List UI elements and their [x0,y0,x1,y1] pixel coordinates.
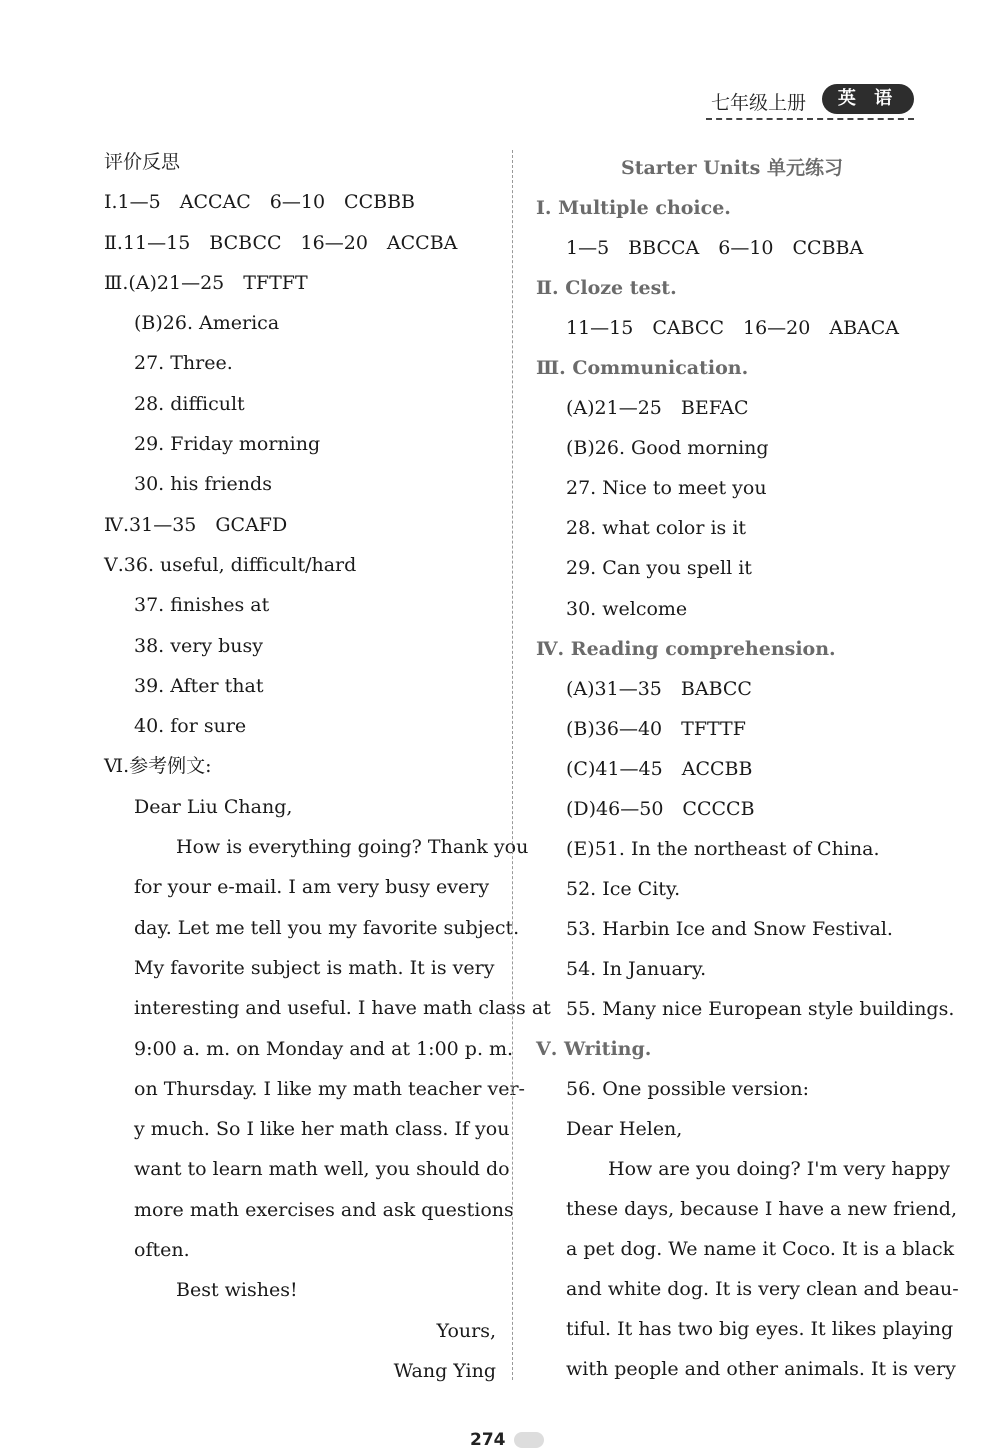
answer-line: 27. Nice to meet you [566,477,767,500]
section-title: Starter Units 单元练习 [621,157,843,179]
answer-line: (B)26. America [134,312,280,335]
answer-line: 54. In January. [566,957,707,980]
answer-line: Ⅰ.1—5 ACCAC 6—10 CCBBB [104,191,416,214]
answer-line: (B)26. Good morning [566,437,769,460]
answer-line: 28. what color is it [566,517,747,540]
answer-line: 1—5 BBCCA 6—10 CCBBA [566,237,864,260]
letter-sign-off: Yours, [436,1319,496,1342]
answer-line: 55. Many nice European style buildings. [566,997,955,1020]
letter-line: want to learn math well, you should do [134,1158,510,1181]
letter-line: My favorite subject is math. It is very [134,956,495,979]
answer-line: 11—15 CABCC 16—20 ABACA [566,317,900,340]
answer-line: (E)51. In the northeast of China. [566,837,880,860]
answer-line: (A)21—25 BEFAC [566,397,749,420]
letter-line: these days, because I have a new friend, [566,1198,958,1221]
answer-line: 29. Friday morning [134,433,321,456]
right-column [536,148,959,1389]
grade-label: 七年级上册 [710,92,806,114]
letter-salutation: Dear Helen, [566,1118,683,1141]
part-heading: Ⅱ. Cloze test. [536,277,677,300]
letter-line: often. [134,1239,190,1262]
answer-line: 27. Three. [134,352,233,375]
answer-line: 39. After that [134,674,264,697]
heading-evaluation: 评价反思 [104,151,181,173]
letter-line: for your e-mail. I am very busy every [134,876,490,899]
letter-line: and white dog. It is very clean and beau- [566,1278,959,1301]
answer-line: Ⅴ.36. useful, difficult/hard [104,553,357,576]
answer-line: 38. very busy [134,634,263,657]
letter-line: day. Let me tell you my favorite subject. [134,916,520,939]
answer-line: 28. difficult [134,392,245,415]
letter-signature: Wang Ying [393,1359,496,1382]
answer-line: 37. finishes at [134,594,270,617]
header-rule [706,118,914,120]
answer-line: 40. for sure [134,715,247,738]
answer-line: 30. welcome [566,597,688,620]
letter-line: more math exercises and ask questions [134,1198,514,1221]
letter-salutation: Dear Liu Chang, [134,795,293,818]
letter-line: How is everything going? Thank you [176,836,529,859]
answer-line: 56. One possible version: [566,1078,810,1101]
part-heading: Ⅳ. Reading comprehension. [536,637,836,660]
answer-line: (B)36—40 TFTTF [566,717,746,740]
letter-line: on Thursday. I like my math teacher ver- [134,1077,525,1100]
answer-line: (C)41—45 ACCBB [566,757,753,780]
letter-line: How are you doing? I'm very happy [608,1158,950,1181]
answer-line: (D)46—50 CCCCB [566,797,755,820]
part-heading: Ⅰ. Multiple choice. [536,197,731,220]
answer-line: Ⅱ.11—15 BCBCC 16—20 ACCBA [104,231,458,254]
answer-line: 52. Ice City. [566,877,681,900]
part-heading: Ⅴ. Writing. [536,1038,652,1061]
letter-line: a pet dog. We name it Coco. It is a black [566,1238,955,1261]
answer-line: Ⅲ.(A)21—25 TFTFT [104,271,308,294]
page-number: 274 [470,1430,506,1450]
answer-line: 30. his friends [134,473,272,496]
answer-line: Ⅵ.参考例文: [104,755,212,778]
answer-line: 53. Harbin Ice and Snow Festival. [566,917,893,940]
answer-line: 29. Can you spell it [566,557,752,580]
subject-badge: 英 语 [822,84,914,114]
letter-line: with people and other animals. It is very [566,1358,956,1381]
letter-closing: Best wishes! [176,1279,298,1302]
left-column [104,142,551,1391]
letter-line: 9:00 a. m. on Monday and at 1:00 p. m. [134,1037,514,1060]
letter-line: interesting and useful. I have math class at [134,997,551,1020]
column-divider [512,150,513,1380]
part-heading: Ⅲ. Communication. [536,357,749,380]
letter-line: tiful. It has two big eyes. It likes playing [566,1318,954,1341]
answer-line: (A)31—35 BABCC [566,677,752,700]
answer-line: Ⅳ.31—35 GCAFD [104,513,288,536]
letter-line: y much. So I like her math class. If you [134,1118,510,1141]
